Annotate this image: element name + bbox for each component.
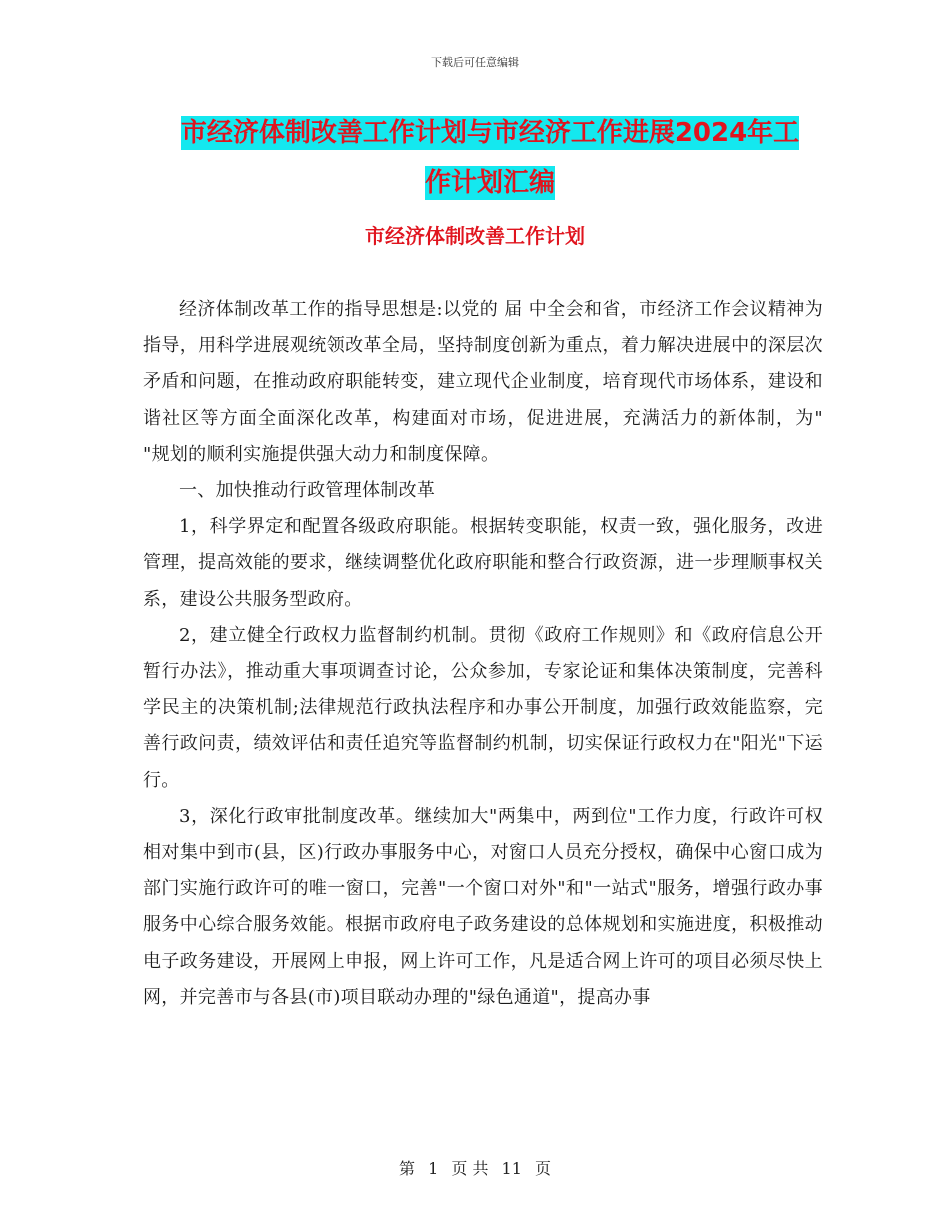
paragraph-guiding-ideology: 经济体制改革工作的指导思想是:以党的 届 中全会和省，市经济工作会议精神为指导，用科学进展观统领改革全局，坚持制度创新为重点，着力解决进展中的深层次矛盾和问题，在推动政府职能转变，建立现代企业制度，培育现代市场体系，建设和谐社区等方面全面深化改革，构建面对市场，促进进展，充满活力的新体制，为" "规划的顺利实施提供强大动力和制度保障。 xyxy=(143,299,823,465)
document-title-line-2: 作计划汇编 xyxy=(424,168,555,198)
page-number: 1 xyxy=(428,1159,439,1178)
document-title xyxy=(140,108,840,208)
paragraph-item-3: 3，深化行政审批制度改革。继续加大"两集中，两到位"工作力度，行政许可权相对集中到市(县，区)行政办事服务中心，对窗口人员充分授权，确保中心窗口成为部门实施行政许可的唯一窗口，完善"一个窗口对外"和"一站式"服务，增强行政办事服务中心综合服务效能。根据市政府电子政务建设的总体规划和实施进度，积极推动电子政务建设，开展网上申报，网上许可工作，凡是适合网上许可的项目必须尽快上网，并完善市与各县(市)项目联动办理的"绿色通道"，提高办事 xyxy=(143,805,823,1008)
paragraph-item-2: 2，建立健全行政权力监督制约机制。贯彻《政府工作规则》和《政府信息公开暂行办法》，推动重大事项调查讨论，公众参加，专家论证和集体决策制度，完善科学民主的决策机制;法律规范行政执法程序和办事公开制度，加强行政效能监察，完善行政问责，绩效评估和责任追究等监督制约机制，切实保证行政权力在"阳光"下运行。 xyxy=(143,624,823,791)
page-label-suffix: 页 xyxy=(535,1159,552,1178)
document-body xyxy=(143,292,823,1016)
page-label-prefix: 第 xyxy=(398,1159,415,1178)
page-header-note: 下载后可任意编辑 xyxy=(431,56,519,69)
total-pages: 11 xyxy=(501,1159,522,1178)
paragraph-heading-1: 一、加快推动行政管理体制改革 xyxy=(179,480,436,502)
paragraph-item-1: 1，科学界定和配置各级政府职能。根据转变职能，权责一致，强化服务，改进管理，提高效能的要求，继续调整优化政府职能和整合行政资源，进一步理顺事权关系，建设公共服务型政府。 xyxy=(143,516,823,610)
page-label-mid: 页 共 xyxy=(451,1159,489,1178)
page-footer xyxy=(0,1156,950,1179)
section-title: 市经济体制改善工作计划 xyxy=(365,224,585,248)
document-title-line-1: 市经济体制改善工作计划与市经济工作进展2024年工 xyxy=(180,118,800,148)
